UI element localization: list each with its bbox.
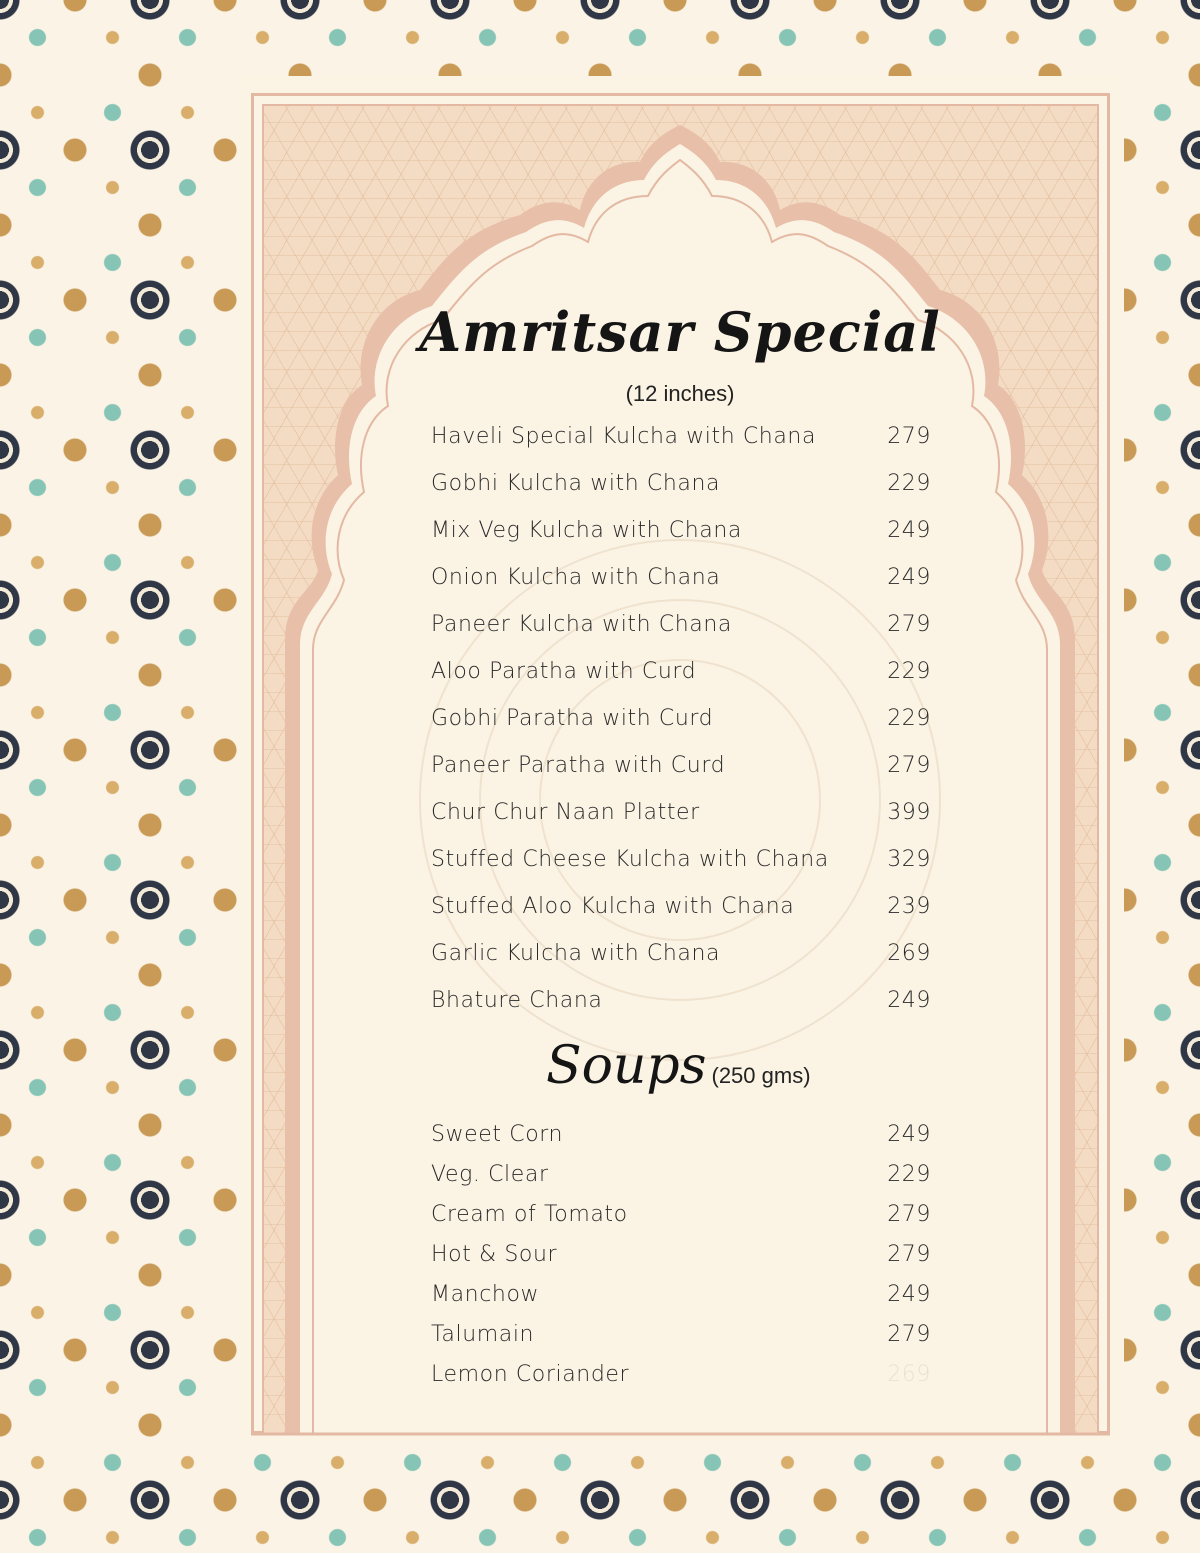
menu-item [431,518,931,565]
item-name: Aloo Paratha with Curd [431,659,697,684]
item-name: Veg. Clear [431,1162,549,1187]
item-price: 249 [887,518,931,543]
menu-item [431,565,931,612]
section-title-amritsar: Amritsar Special [419,300,941,364]
item-price: 229 [887,706,931,731]
item-name: Cream of Tomato [431,1202,628,1227]
item-price: 249 [887,1282,931,1307]
item-price: 239 [887,894,931,919]
soups-item-list [431,1122,931,1402]
menu-item [431,800,931,847]
item-name: Sweet Corn [431,1122,564,1147]
menu-item [431,706,931,753]
menu-item [431,1322,931,1362]
menu-item [431,1282,931,1322]
menu-item [431,659,931,706]
item-price: 279 [887,424,931,449]
item-price: 229 [887,659,931,684]
item-price: 279 [887,612,931,637]
item-price: 229 [887,471,931,496]
item-name: Haveli Special Kulcha with Chana [431,424,817,449]
item-price: 399 [887,800,931,825]
menu-item [431,1162,931,1202]
item-price: 279 [887,753,931,778]
menu-item [431,424,931,471]
item-name: Bhature Chana [431,988,603,1013]
item-price: 269 [887,941,931,966]
menu-item [431,894,931,941]
item-price: 279 [887,1242,931,1267]
item-price: 329 [887,847,931,872]
item-name: Stuffed Aloo Kulcha with Chana [431,894,795,919]
menu-item [431,753,931,800]
item-price: 269 [887,1362,931,1387]
menu-item [431,941,931,988]
menu-item [431,1362,931,1402]
item-name: Gobhi Kulcha with Chana [431,471,721,496]
amritsar-item-list [431,424,931,1035]
item-price: 279 [887,1202,931,1227]
item-name: Stuffed Cheese Kulcha with Chana [431,847,829,872]
item-name: Onion Kulcha with Chana [431,565,721,590]
item-name: Gobhi Paratha with Curd [431,706,714,731]
menu-item [431,1242,931,1282]
soups-title: Soups [546,1036,707,1096]
menu-item [431,988,931,1035]
item-name: Garlic Kulcha with Chana [431,941,721,966]
item-name: Paneer Paratha with Curd [431,753,726,778]
item-price: 279 [887,1322,931,1347]
item-name: Hot & Sour [431,1242,558,1267]
section-subtitle-amritsar: (12 inches) [625,381,735,406]
menu-item [431,612,931,659]
item-name: Manchow [431,1282,540,1307]
soups-subtitle: (250 gms) [711,1063,811,1088]
menu-item [431,1122,931,1162]
item-name: Lemon Coriander [431,1362,630,1387]
item-name: Chur Chur Naan Platter [431,800,700,825]
item-price: 249 [887,988,931,1013]
menu-item [431,847,931,894]
item-name: Talumain [431,1322,535,1347]
item-name: Mix Veg Kulcha with Chana [431,518,742,543]
item-price: 249 [887,1122,931,1147]
menu-item [431,1202,931,1242]
item-name: Paneer Kulcha with Chana [431,612,732,637]
menu-item [431,471,931,518]
item-price: 249 [887,565,931,590]
section-title-soups [546,1036,811,1096]
item-price: 229 [887,1162,931,1187]
